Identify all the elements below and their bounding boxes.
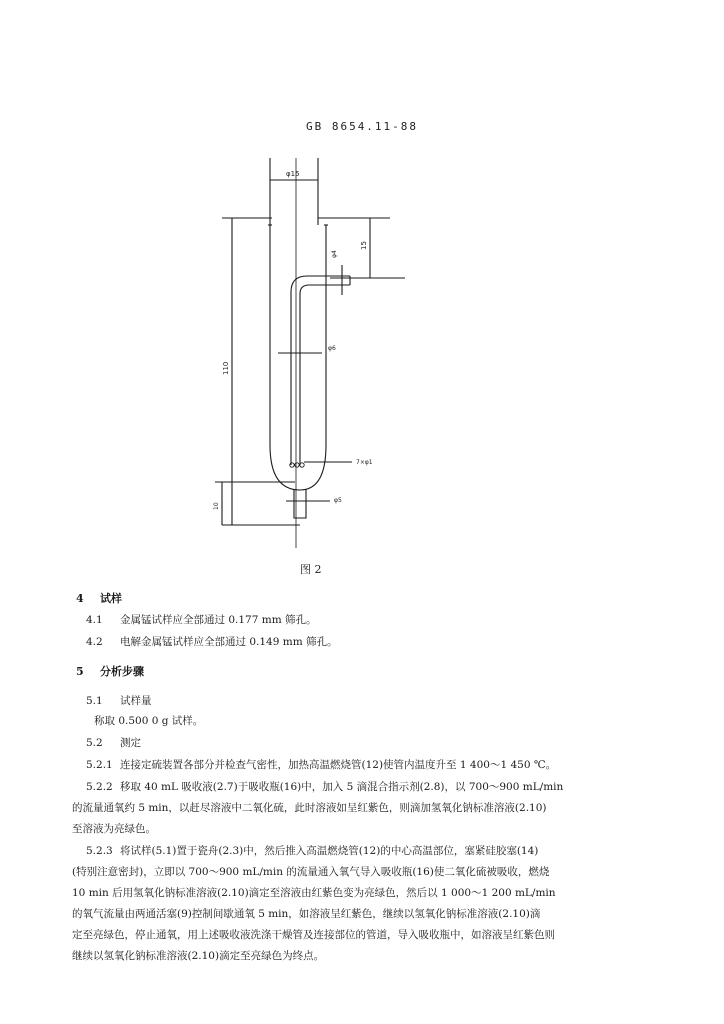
clause-text-line: 将试样(5.1)置于瓷舟(2.3)中，然后推入高温燃烧管(12)的中心高温部位，塞紧硅胶塞(14): [120, 845, 539, 857]
clause-number: 4.2: [86, 636, 103, 648]
clause-5-1: [86, 691, 152, 712]
dim-outlet-label: φ5: [334, 497, 342, 504]
clause-text: 金属锰试样应全部通过 0.177 mm 筛孔。: [120, 614, 317, 626]
section-4-heading: [76, 590, 122, 606]
clause-text-line: 至溶液为亮绿色。: [72, 823, 156, 835]
outer-vessel: [270, 225, 326, 490]
clause-5-2-3: [86, 841, 538, 862]
clause-text-line: (特别注意密封)，立即以 700～900 mL/min 的流量通入氧气导入吸收瓶(16)使二氧化硫被吸收，燃烧: [72, 866, 550, 878]
dim-side-tube-label: φ4: [331, 250, 338, 258]
clause-text: 电解金属锰试样应全部通过 0.149 mm 筛孔。: [120, 636, 338, 648]
clause-text-line: 移取 40 mL 吸收液(2.7)于吸收瓶(16)中，加入 5 滴混合指示剂(2.8)，以 700～900 mL/min: [120, 781, 564, 793]
gas-holes: [290, 463, 304, 467]
clause-5-1-text: 称取 0.500 0 g 试样。: [94, 715, 204, 727]
clause-number: 5.2.1: [86, 759, 113, 771]
section-title: 试样: [100, 592, 122, 605]
clause-text: 连接定硫装置各部分并检查气密性，加热高温燃烧管(12)使管内温度升至 1 400～1 450 ℃。: [120, 759, 557, 771]
clause-4-1: [86, 610, 317, 631]
dim-holes-label: 7×φ1: [356, 459, 373, 466]
clause-number: 5.2.2: [86, 781, 113, 793]
clause-number: 5.2.3: [86, 845, 113, 857]
clause-5-2-1: [86, 755, 556, 776]
section-number: 5: [76, 665, 84, 678]
dim-total-height-label: 110: [222, 361, 230, 375]
clause-5-2: [86, 733, 141, 754]
figure-caption: 图 2: [300, 563, 322, 576]
clause-title: 测定: [120, 737, 141, 749]
clause-text-line: 定至亮绿色，停止通氧，用上述吸收液洗涤干燥管及连接部位的管道，导入吸收瓶中，如溶液呈红紫色则: [72, 929, 555, 941]
clause-title: 试样量: [120, 695, 152, 707]
page-header: GB 8654.11-88: [305, 120, 419, 133]
clause-4-2: [86, 632, 338, 653]
dim-inner-tube-label: φ6: [328, 345, 336, 352]
clause-text-line: 10 min 后用氢氧化钠标准溶液(2.10)滴定至溶液由红紫色变为亮绿色，然后以 1 000～1 200 mL/min: [72, 887, 556, 899]
clause-5-2-2: [86, 777, 563, 798]
section-title: 分析步骤: [100, 665, 144, 678]
section-number: 4: [76, 592, 84, 605]
clause-text-line: 的氧气流量由两通活塞(9)控制间歇通氧 5 min，如溶液呈红紫色，继续以氢氧化钠标准溶液(2.10)滴: [72, 908, 541, 920]
clause-number: 5.2: [86, 737, 103, 749]
dim-top-width-label: φ15: [286, 170, 300, 178]
absorption-vessel-figure: [200, 150, 430, 550]
clause-number: 4.1: [86, 614, 103, 626]
clause-text-line: 继续以氢氧化钠标准溶液(2.10)滴定至亮绿色为终点。: [72, 950, 325, 962]
section-5-heading: [76, 663, 144, 679]
dim-bottom-height-label: 10: [213, 502, 220, 510]
dim-upper-height-label: 15: [360, 241, 368, 250]
clause-text-line: 的流量通氧约 5 min，以赶尽溶液中二氧化硫，此时溶液如呈红紫色，则滴加氢氧化钠标准溶液(2.10): [72, 802, 547, 814]
clause-number: 5.1: [86, 695, 103, 707]
inner-tube-inner-wall: [300, 285, 350, 465]
